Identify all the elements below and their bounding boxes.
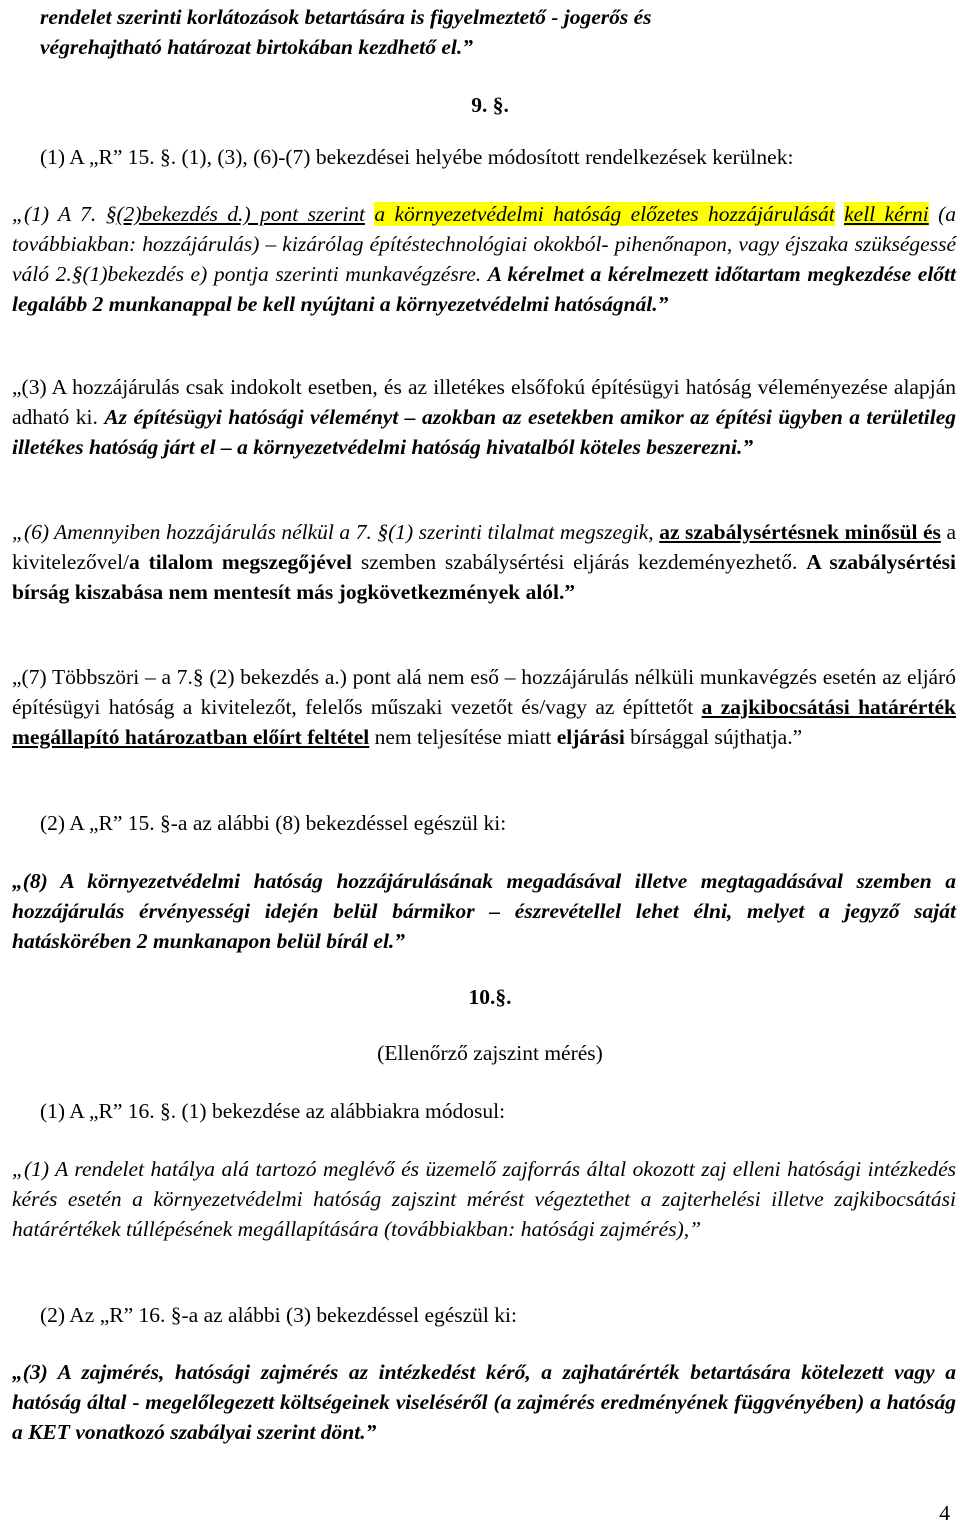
section-10-paragraph-2: (2) Az „R” 16. §-a az alábbi (3) bekezdéssel egészül ki: <box>40 1303 517 1327</box>
article-6-text <box>12 517 956 607</box>
page-number: 4 <box>939 1501 950 1525</box>
section-9-heading: 9. §. <box>471 93 509 117</box>
section-10-article-3: „(3) A zajmérés, hatósági zajmérés az intézkedést kérő, a zajhatárérték betartására kötelezett vagy a hatóság által - megelőlegezett költségeinek viseléséről (a zajmérés eredményének függvényében) a hatóság a KET vonatkozó szabályai szerint dönt.” <box>12 1360 956 1444</box>
article-3-plain: „(3) A hozzájárulás csak indokolt esetben, és az illetékes elsőfokú építésügyi hatóság véleményezése alapján adható ki. <box>12 375 956 429</box>
article-6-plain-2: szemben szabálysértési eljárás kezdeményezhető. <box>360 550 798 574</box>
intro-line-1: rendelet szerinti korlátozások betartására is figyelmeztető - jogerős és <box>40 5 652 29</box>
article-8-text: „(8) A környezetvédelmi hatóság hozzájárulásának megadásával illetve megtagadásával szemben a hozzájárulás érvényességi idején belül bármikor – észrevétellel lehet élni, melyet a jegyző saját hatáskörében 2 munkanapon belül bírál el.” <box>12 869 956 953</box>
article-3-text <box>12 372 956 462</box>
article-7-bold-1: a zajkibocsátási határérték megállapító határozatban előírt feltétel <box>12 695 957 749</box>
article-7-plain-2: nem teljesítése miatt <box>374 725 552 749</box>
article-3-bold: Az építésügyi hatósági véleményt – azokban az esetekben amikor az építési ügyben a területileg illetékes hatóság járt el – a környezetvédelmi hatóság hivatalból köteles beszerezni.” <box>12 405 957 459</box>
article-1-highlight-1: a környezetvédelmi hatóság előzetes hozzájárulását <box>374 202 835 226</box>
intro-line-2: végrehajtható határozat birtokában kezdhető el.” <box>40 35 474 59</box>
article-1-bold: A kérelmet a kérelmezett időtartam megkezdése előtt legalább 2 munkanappal be kell nyújtani a környezetvédelmi hatóságnál.” <box>12 262 956 316</box>
article-1-body: (a továbbiakban: hozzájárulás) – kizárólag építéstechnológiai okokból- pihenőnapon, vagy éjszaka szükségessé váló 2.§(1)bekezdés e) pontja szerinti munkavégzésre. <box>12 202 957 286</box>
article-1-highlight-2: kell kérni <box>844 202 929 226</box>
intro-text <box>40 2 956 62</box>
section-10-subheading: (Ellenőrző zajszint mérés) <box>377 1041 603 1065</box>
article-7-text <box>12 662 956 752</box>
article-1-ref-underlined: §(2)bekezdés d.) pont szerint <box>105 202 365 226</box>
section-10-article-1: „(1) A rendelet hatálya alá tartozó meglévő és üzemelő zajforrás által okozott zaj elleni hatósági intézkedés kérés esetén a környezetvédelmi hatóság zajszint mérést végeztethet a zajterhelési illetve zajkibocsátási határértékek túllépésének megállapítására (továbbiakban: hatósági zajmérés),” <box>12 1157 956 1241</box>
section-9-paragraph-2: (2) A „R” 15. §-a az alábbi (8) bekezdéssel egészül ki: <box>40 811 507 835</box>
article-6-plain-1: a kivitelezővel/ <box>12 520 957 574</box>
article-6-italic: „(6) Amennyiben hozzájárulás nélkül a 7. §(1) szerinti tilalmat megszegik, <box>12 520 654 544</box>
section-10-paragraph-1: (1) A „R” 16. §. (1) bekezdése az alábbiakra módosul: <box>40 1099 506 1123</box>
article-7-bold-2: eljárási <box>556 725 625 749</box>
article-1-text <box>12 199 956 319</box>
article-7-plain-1: „(7) Többszöri – a 7.§ (2) bekezdés a.) pont alá nem eső – hozzájárulás nélküli munkavégzés esetén az eljáró építésügyi hatóság a kivitelezőt, felelős műszaki vezetőt és/vagy az építtetőt <box>12 665 956 719</box>
article-7-plain-3: bírsággal sújthatja.” <box>630 725 803 749</box>
section-9-paragraph-1: (1) A „R” 15. §. (1), (3), (6)-(7) bekezdései helyébe módosított rendelkezések kerülnek: <box>40 145 794 169</box>
article-1-ref: „(1) A 7. <box>12 202 97 226</box>
section-10-heading: 10.§. <box>468 985 512 1009</box>
article-6-bold-1: az szabálysértésnek minősül és <box>659 520 941 544</box>
article-6-bold-2: a tilalom megszegőjével <box>129 550 353 574</box>
article-6-bold-3: A szabálysértési bírság kiszabása nem mentesít más jogkövetkezmények alól.” <box>12 550 956 604</box>
